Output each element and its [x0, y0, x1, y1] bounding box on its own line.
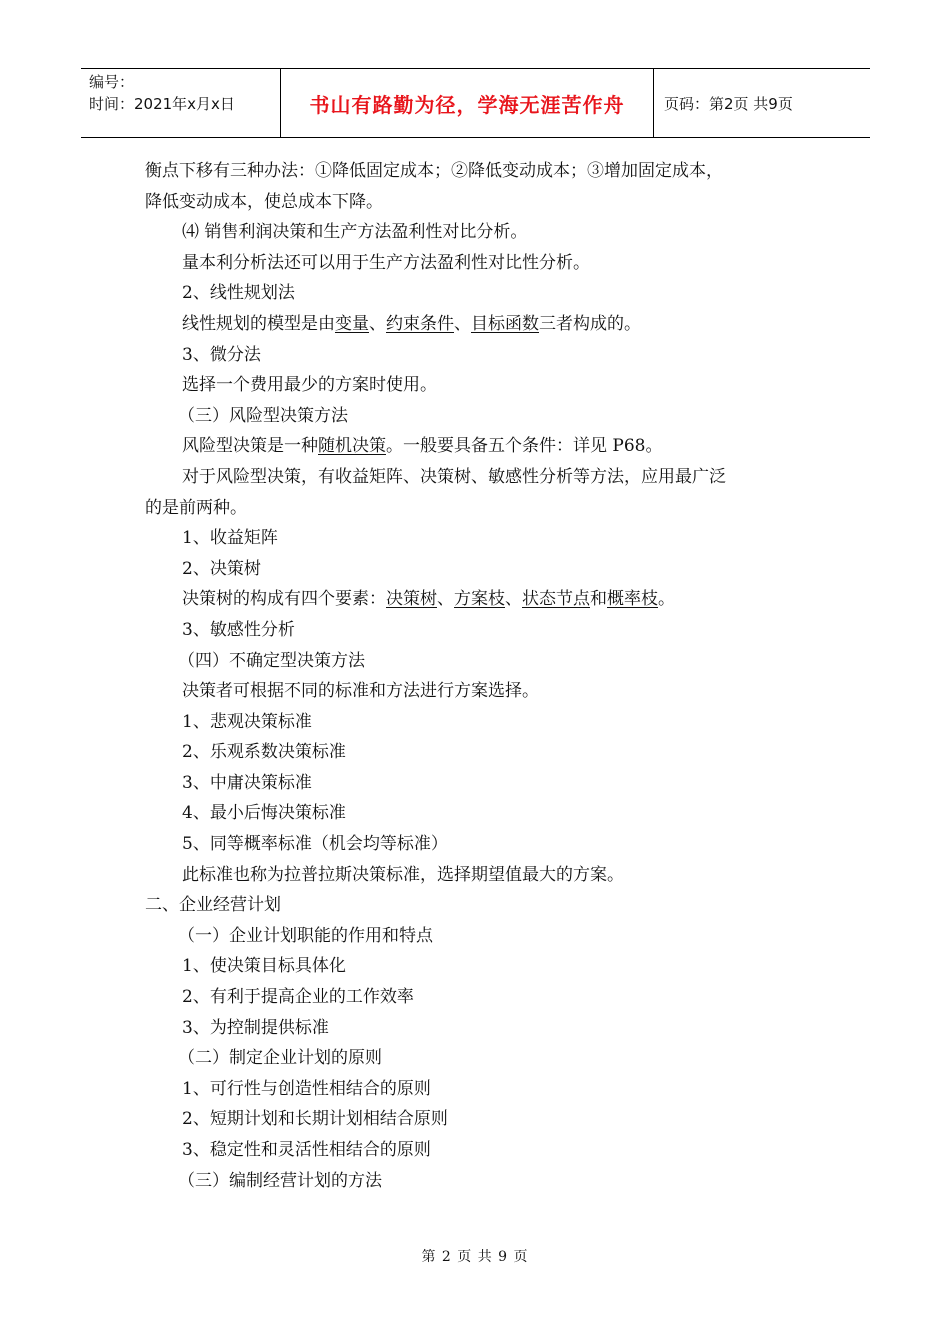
list-item: 1、使决策目标具体化 — [182, 956, 346, 977]
text: 、 — [437, 589, 454, 610]
underlined-term: 概率枝 — [607, 589, 658, 610]
section-heading: （三）编制经营计划的方法 — [178, 1170, 382, 1191]
section-heading: （三）风险型决策方法 — [178, 405, 348, 426]
list-item: 1、悲观决策标准 — [182, 711, 312, 732]
paragraph: 量本利分析法还可以用于生产方法盈利性对比性分析。 — [182, 252, 590, 273]
underlined-term: 随机决策 — [318, 436, 386, 457]
list-item: 3、为控制提供标准 — [182, 1017, 329, 1038]
header-motto: 书山有路勤为径，学海无涯苦作舟 — [281, 69, 654, 137]
list-item: 2、有利于提高企业的工作效率 — [182, 987, 414, 1008]
section-heading: （二）制定企业计划的原则 — [178, 1048, 382, 1069]
paragraph: 决策者可根据不同的标准和方法进行方案选择。 — [182, 681, 539, 702]
page-header — [81, 68, 870, 138]
doc-date: 时间：2021年x月x日 — [89, 95, 235, 113]
paragraph: ⑷ 销售利润决策和生产方法盈利性对比分析。 — [182, 222, 528, 243]
text: 、 — [454, 313, 471, 334]
paragraph: 的是前两种。 — [145, 497, 247, 518]
paragraph: 降低变动成本，使总成本下降。 — [145, 191, 383, 212]
section-heading: （四）不确定型决策方法 — [178, 650, 365, 671]
paragraph: 此标准也称为拉普拉斯决策标准，选择期望值最大的方案。 — [182, 864, 624, 885]
section-heading: 1、收益矩阵 — [182, 528, 278, 549]
list-item: 4、最小后悔决策标准 — [182, 803, 346, 824]
underlined-term: 目标函数 — [471, 313, 539, 334]
section-heading: 二、企业经营计划 — [145, 895, 281, 916]
section-heading: 2、线性规划法 — [182, 283, 295, 304]
paragraph: 衡点下移有三种办法：①降低固定成本；②降低变动成本；③增加固定成本， — [145, 161, 723, 181]
section-heading: 3、敏感性分析 — [182, 619, 295, 640]
list-item: 2、乐观系数决策标准 — [182, 742, 346, 763]
text: 线性规划的模型是由 — [182, 313, 335, 334]
underlined-term: 约束条件 — [386, 313, 454, 334]
underlined-term: 变量 — [335, 313, 369, 334]
text: 三者构成的。 — [539, 313, 641, 334]
page-footer: 第 2 页 共 9 页 — [421, 1249, 529, 1265]
list-item: 3、稳定性和灵活性相结合的原则 — [182, 1140, 431, 1160]
paragraph — [145, 309, 810, 340]
paragraph: 对于风险型决策，有收益矩阵、决策树、敏感性分析等方法，应用最广泛 — [182, 466, 726, 487]
section-heading: （一）企业计划职能的作用和特点 — [178, 925, 433, 946]
underlined-term: 状态节点 — [522, 589, 590, 610]
text: 、 — [369, 313, 386, 334]
document-body — [145, 156, 810, 1196]
list-item: 2、短期计划和长期计划相结合原则 — [182, 1109, 448, 1130]
list-item: 5、同等概率标准（机会均等标准） — [182, 834, 448, 855]
list-item: 3、中庸决策标准 — [182, 772, 312, 793]
header-page-info: 页码：第2页 共9页 — [664, 94, 793, 113]
text: 、 — [505, 589, 522, 610]
text: 和 — [590, 589, 607, 610]
underlined-term: 方案枝 — [454, 589, 505, 610]
underlined-term: 决策树 — [386, 589, 437, 610]
header-meta — [81, 69, 281, 137]
section-heading: 3、微分法 — [182, 344, 261, 365]
list-item: 1、可行性与创造性相结合的原则 — [182, 1078, 431, 1099]
text: 。一般要具备五个条件：详见 P68。 — [386, 436, 663, 457]
section-heading: 2、决策树 — [182, 558, 261, 579]
paragraph: 选择一个费用最少的方案时使用。 — [182, 375, 437, 396]
paragraph — [145, 584, 810, 615]
doc-number-label: 编号： — [89, 73, 135, 91]
text: 风险型决策是一种 — [182, 436, 318, 457]
paragraph — [145, 431, 810, 462]
text: 决策树的构成有四个要素： — [182, 589, 386, 610]
text: 。 — [658, 589, 675, 610]
